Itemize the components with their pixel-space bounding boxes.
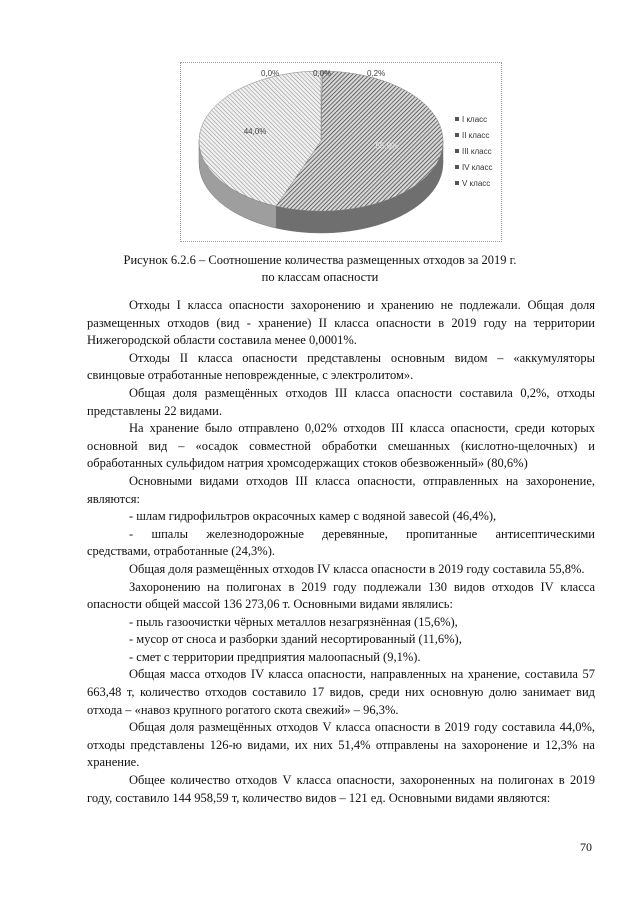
figure-caption-line-2: по классам опасности	[261, 270, 379, 284]
legend-item	[455, 143, 493, 159]
page-number: 70	[580, 840, 592, 854]
list-item: - пыль газоочистки чёрных металлов незагрязнённая (15,6%),	[129, 614, 458, 629]
paragraph: Общая доля размещённых отходов IV класса опасности в 2019 году составила 55,8%.	[129, 561, 585, 576]
paragraph: Отходы II класса опасности представлены основным видом – «аккумуляторы свинцовые отработанные неповрежденные, с электролитом».	[87, 350, 595, 383]
legend-label: III класс	[462, 146, 492, 156]
figure-caption-line-1: Рисунок 6.2.6 – Соотношение количества размещенных отходов за 2019 г.	[123, 253, 517, 267]
paragraph: Общая доля размещённых отходов III класса опасности составила 0,2%, отходы представлены 22 видами.	[87, 385, 595, 418]
legend-label: V класс	[462, 178, 491, 188]
legend-item	[455, 111, 493, 127]
legend-swatch	[455, 133, 459, 137]
list-item: - мусор от сноса и разборки зданий несортированный (11,6%),	[129, 632, 462, 647]
data-label-class-5: 44,0%	[243, 126, 267, 136]
data-label-class-1: 0,0%	[261, 69, 280, 78]
data-label-class-3: 0,2%	[367, 69, 386, 78]
pie-chart	[180, 62, 502, 242]
list-item-continuation: средствами, отработанные (24,3%).	[87, 544, 275, 559]
legend-label: II класс	[462, 130, 490, 140]
legend-label: I класс	[462, 114, 488, 124]
legend-swatch	[455, 117, 459, 121]
legend-swatch	[455, 181, 459, 185]
paragraph: Основными видами отходов III класса опасности, отправленных на захоронение, являются:	[87, 473, 595, 506]
paragraph: Захоронению на полигонах в 2019 году подлежали 130 видов отходов IV класса опасности общей массой 136 273,06 т. Основными видами являлись:	[87, 579, 595, 612]
legend-label: IV класс	[462, 162, 493, 172]
paragraph: На хранение было отправлено 0,02% отходов III класса опасности, среди которых основной вид – «осадок совместной обработки смешанных (кислотно-щелочных) и обработанных сульфидом натрия хромсодержащих стоков обезвоженный» (80,6%)	[87, 421, 595, 471]
legend-swatch	[455, 149, 459, 153]
paragraph: Общая масса отходов IV класса опасности, направленных на хранение, составила 57 663,48 т, количество отходов составило 17 видов, среди них основную долю занимает вид отхода – «навоз крупного рогатого скота свежий» – 96,3%.	[87, 667, 595, 717]
list-item: - смет с территории предприятия малоопасный (9,1%).	[129, 649, 421, 664]
paragraph: Общее количество отходов V класса опасности, захороненных на полигонах в 2019 году, составило 144 958,59 т, количество видов – 121 ед. Основными видами являются:	[87, 773, 595, 805]
pie-chart-svg	[181, 63, 501, 241]
data-label-class-4: 55,8%	[375, 141, 399, 151]
legend-item	[455, 127, 493, 143]
list-item: - шлам гидрофильтров окрасочных камер с водяной завесой (46,4%),	[129, 509, 497, 524]
chart-legend	[455, 111, 493, 191]
paragraph: Общая доля размещённых отходов V класса опасности в 2019 году составила 44,0%, отходы представлены 126-ю видами, их них 51,4% отправлены на захоронение и 12,3% на хранение.	[87, 720, 595, 770]
document-body	[87, 297, 595, 807]
legend-item	[455, 159, 493, 175]
paragraph: Отходы I класса опасности захоронению и хранению не подлежали. Общая доля размещенных отходов (вид - хранение) II класса опасности в 2019 году на территории Нижегородской области составила менее 0,0001%.	[87, 298, 595, 348]
legend-item	[455, 175, 493, 191]
list-item: - шпалы железнодорожные деревянные, пропитанные антисептическими	[129, 526, 595, 541]
data-label-class-2: 0,0%	[313, 69, 332, 78]
legend-swatch	[455, 165, 459, 169]
